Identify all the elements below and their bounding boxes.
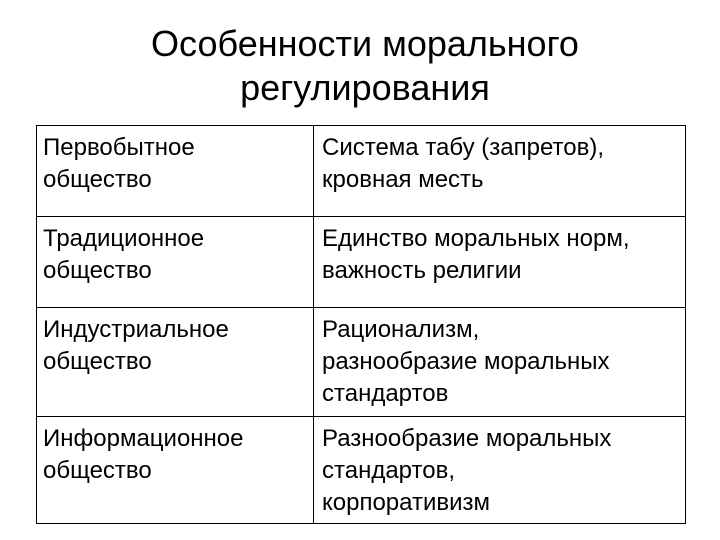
society-type-text: Традиционное общество bbox=[43, 225, 205, 284]
title-line-2: регулирования bbox=[240, 67, 490, 108]
title-line-1: Особенности морального bbox=[151, 23, 579, 64]
society-type-cell bbox=[37, 417, 314, 524]
society-type-text: Индустриальное общество bbox=[43, 316, 229, 375]
table-row bbox=[37, 417, 686, 524]
table-row bbox=[37, 308, 686, 417]
regulation-features-text: Разнообразие моральных стандартов, корпоративизм bbox=[322, 425, 612, 516]
society-type-cell bbox=[37, 217, 314, 308]
regulation-features-text: Единство моральных норм, важность религии bbox=[322, 225, 630, 284]
society-type-cell bbox=[37, 308, 314, 417]
slide-title bbox=[0, 22, 720, 110]
society-type-text: Информационное общество bbox=[43, 425, 244, 484]
table-row bbox=[37, 126, 686, 217]
regulation-features-text: Рационализм, разнообразие моральных стандартов bbox=[322, 316, 610, 407]
regulation-features-cell bbox=[314, 217, 686, 308]
regulation-features-text: Система табу (запретов), кровная месть bbox=[322, 134, 604, 193]
regulation-features-cell bbox=[314, 126, 686, 217]
society-type-text: Первобытное общество bbox=[43, 134, 195, 193]
table-row bbox=[37, 217, 686, 308]
regulation-features-cell bbox=[314, 308, 686, 417]
regulation-features-cell bbox=[314, 417, 686, 524]
moral-regulation-table bbox=[36, 125, 686, 524]
society-type-cell bbox=[37, 126, 314, 217]
